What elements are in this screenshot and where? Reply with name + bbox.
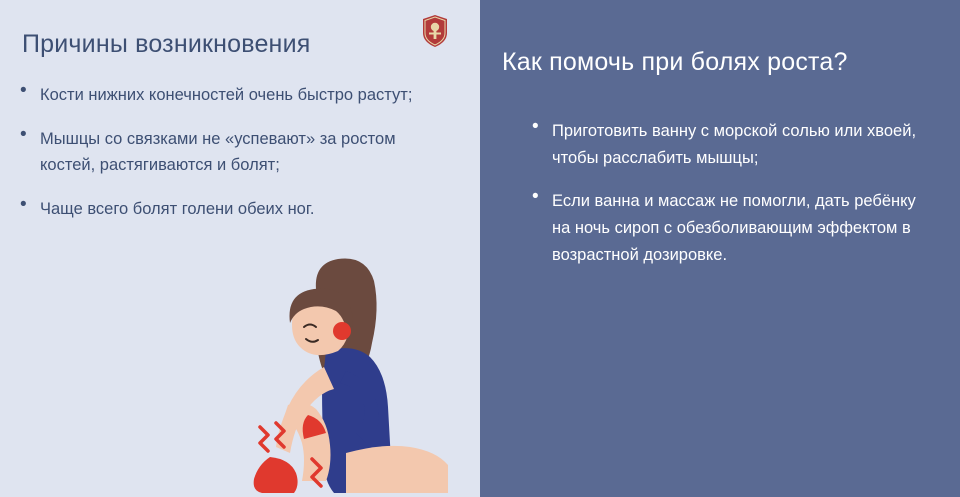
right-panel <box>480 0 960 497</box>
page-title-left: Причины возникновения <box>22 30 311 58</box>
list-item: • Мышцы со связками не «успевают» за ростом костей, растягиваются и болят; <box>18 126 438 179</box>
coat-of-arms-emblem <box>420 14 450 48</box>
list-item: • Чаще всего болят голени обеих ног. <box>18 196 438 223</box>
list-item: • Кости нижних конечностей очень быстро растут; <box>18 82 438 109</box>
list-item: • Приготовить ванну с морской солью или хвоей, чтобы расслабить мышцы; <box>530 118 930 171</box>
list-item: • Если ванна и массаж не помогли, дать ребёнку на ночь сироп с обезболивающим эффектом в возрастной дозировке. <box>530 188 930 268</box>
left-bullet-list <box>18 82 438 240</box>
right-bullet-list <box>530 118 930 286</box>
seated-person-with-leg-pain-illustration <box>196 247 456 497</box>
page-title-right: Как помочь при болях роста? <box>502 48 848 76</box>
